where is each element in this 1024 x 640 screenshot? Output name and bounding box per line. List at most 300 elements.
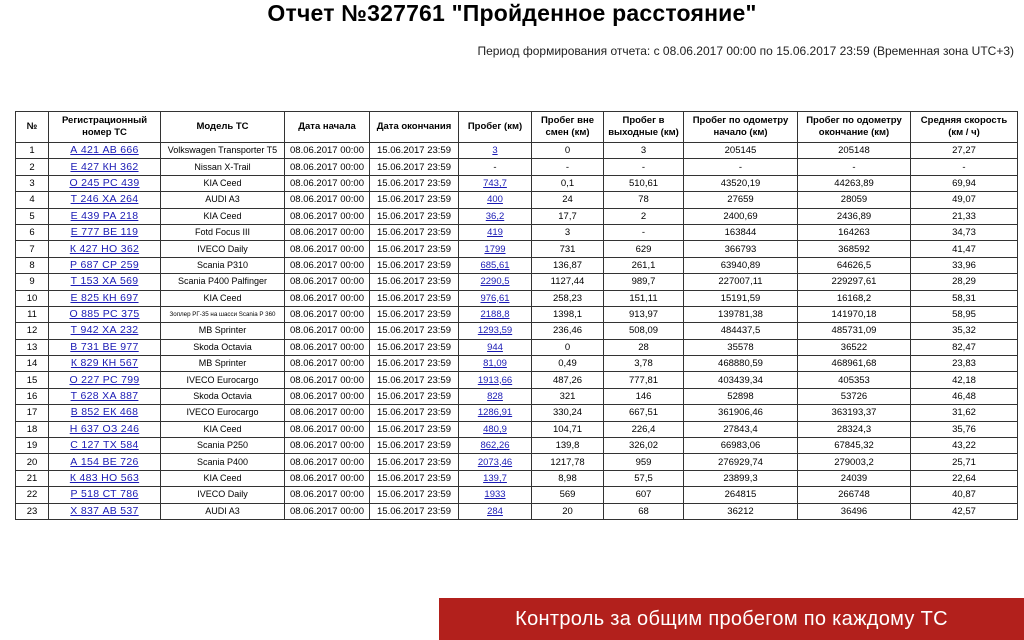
odometer-start-cell: 484437,5 [684,323,798,339]
mileage-link[interactable]: 944 [487,341,503,353]
mileage-cell [459,372,532,388]
mileage-link[interactable]: 1933 [484,489,506,501]
model-cell: KIA Ceed [161,290,285,306]
row-number-cell: 13 [16,339,49,355]
reg-number-link[interactable]: К 829 КН 567 [70,357,139,370]
avg-speed-cell: 43,22 [911,438,1018,454]
mileage-weekend-cell: 226,4 [604,421,684,437]
avg-speed-cell: 40,87 [911,487,1018,503]
odometer-start-cell: 66983,06 [684,438,798,454]
row-number-cell: 2 [16,159,49,175]
col-header-odometer-end: Пробег по одометру окончание (км) [798,112,911,143]
mileage-link[interactable]: 976,61 [480,292,510,304]
report-table-body [16,143,1018,520]
mileage-off-shift-cell: 487,26 [532,372,604,388]
model-cell: IVECO Daily [161,487,285,503]
mileage-cell [459,192,532,208]
mileage-off-shift-cell: 8,98 [532,470,604,486]
model-cell: Scania P310 [161,257,285,273]
end-date-cell: 15.06.2017 23:59 [370,323,459,339]
end-date-cell: 15.06.2017 23:59 [370,438,459,454]
mileage-link[interactable]: 419 [487,227,503,239]
odometer-start-cell: 227007,11 [684,274,798,290]
end-date-cell: 15.06.2017 23:59 [370,454,459,470]
avg-speed-cell: 35,76 [911,421,1018,437]
reg-number-link[interactable]: Н 637 ОЗ 246 [69,422,140,435]
odometer-end-cell: 141970,18 [798,306,911,322]
avg-speed-cell: 46,48 [911,388,1018,404]
reg-number-link[interactable]: Т 628 ХА 887 [70,390,139,403]
model-cell: IVECO Daily [161,241,285,257]
reg-number-link[interactable]: Е 825 КН 697 [70,291,139,304]
odometer-start-cell: 468880,59 [684,356,798,372]
avg-speed-cell: 49,07 [911,192,1018,208]
start-date-cell: 08.06.2017 00:00 [285,241,370,257]
model-cell: Skoda Octavia [161,339,285,355]
reg-number-cell [49,421,161,437]
start-date-cell: 08.06.2017 00:00 [285,175,370,191]
odometer-end-cell: 279003,2 [798,454,911,470]
table-row [16,143,1018,159]
odometer-start-cell: 23899,3 [684,470,798,486]
mileage-cell [459,274,532,290]
mileage-cell [459,257,532,273]
mileage-off-shift-cell: 321 [532,388,604,404]
mileage-link[interactable]: 2073,46 [477,456,513,468]
model-cell: KIA Ceed [161,470,285,486]
mileage-off-shift-cell: 236,46 [532,323,604,339]
mileage-weekend-cell: 2 [604,208,684,224]
table-row [16,241,1018,257]
mileage-off-shift-cell: 20 [532,503,604,519]
end-date-cell: 15.06.2017 23:59 [370,421,459,437]
col-header-mileage: Пробег (км) [459,112,532,143]
odometer-start-cell: 403439,34 [684,372,798,388]
odometer-start-cell: 27843,4 [684,421,798,437]
model-cell: MB Sprinter [161,356,285,372]
end-date-cell: 15.06.2017 23:59 [370,339,459,355]
mileage-weekend-cell: 629 [604,241,684,257]
odometer-start-cell: 52898 [684,388,798,404]
reg-number-cell [49,290,161,306]
mileage-cell [459,388,532,404]
reg-number-cell [49,306,161,322]
mileage-cell [459,290,532,306]
start-date-cell: 08.06.2017 00:00 [285,356,370,372]
mileage-weekend-cell: 28 [604,339,684,355]
reg-number-link[interactable]: Е 439 РА 218 [70,209,139,222]
mileage-off-shift-cell: 104,71 [532,421,604,437]
reg-number-cell [49,175,161,191]
row-number-cell: 5 [16,208,49,224]
odometer-start-cell: 276929,74 [684,454,798,470]
model-cell: Volkswagen Transporter T5 [161,143,285,159]
odometer-start-cell: 205145 [684,143,798,159]
mileage-weekend-cell: 777,81 [604,372,684,388]
model-cell: AUDI A3 [161,192,285,208]
reg-number-link[interactable]: Т 153 ХА 569 [70,275,139,288]
table-row [16,372,1018,388]
reg-number-link[interactable]: К 427 НО 362 [69,242,140,255]
odometer-end-cell: 44263,89 [798,175,911,191]
mileage-weekend-cell: 326,02 [604,438,684,454]
odometer-end-cell: 24039 [798,470,911,486]
col-header-start-date: Дата начала [285,112,370,143]
table-row [16,224,1018,240]
start-date-cell: 08.06.2017 00:00 [285,388,370,404]
odometer-end-cell: 28059 [798,192,911,208]
mileage-weekend-cell: 68 [604,503,684,519]
reg-number-link[interactable]: Р 518 СТ 786 [70,488,139,501]
reg-number-cell [49,388,161,404]
end-date-cell: 15.06.2017 23:59 [370,208,459,224]
reg-number-cell [49,192,161,208]
table-row [16,175,1018,191]
avg-speed-cell: 58,95 [911,306,1018,322]
mileage-weekend-cell: 667,51 [604,405,684,421]
mileage-link[interactable]: 685,61 [480,259,510,271]
start-date-cell: 08.06.2017 00:00 [285,159,370,175]
mileage-cell [459,421,532,437]
caption-banner: Контроль за общим пробегом по каждому ТС [439,598,1024,640]
mileage-weekend-cell: 607 [604,487,684,503]
mileage-weekend-cell: 3,78 [604,356,684,372]
avg-speed-cell: 25,71 [911,454,1018,470]
start-date-cell: 08.06.2017 00:00 [285,290,370,306]
mileage-cell [459,323,532,339]
mileage-weekend-cell: 959 [604,454,684,470]
table-header-row [16,112,1018,143]
reg-number-link[interactable]: Е 427 КН 362 [70,160,139,173]
row-number-cell: 23 [16,503,49,519]
report-period: Период формирования отчета: с 08.06.2017 00:00 по 15.06.2017 23:59 (Временная зона UTC+3) [477,44,1014,58]
row-number-cell: 15 [16,372,49,388]
start-date-cell: 08.06.2017 00:00 [285,421,370,437]
mileage-off-shift-cell: 17,7 [532,208,604,224]
reg-number-cell [49,143,161,159]
mileage-cell [459,470,532,486]
reg-number-cell [49,372,161,388]
avg-speed-cell: - [911,159,1018,175]
col-header-model: Модель ТС [161,112,285,143]
reg-number-cell [49,454,161,470]
odometer-end-cell: 16168,2 [798,290,911,306]
start-date-cell: 08.06.2017 00:00 [285,143,370,159]
avg-speed-cell: 41,47 [911,241,1018,257]
odometer-start-cell: 361906,46 [684,405,798,421]
mileage-off-shift-cell: 731 [532,241,604,257]
reg-number-link[interactable]: Х 837 АВ 537 [70,504,139,517]
reg-number-link[interactable]: С 127 ТХ 584 [70,439,139,452]
model-cell: Scania P400 [161,454,285,470]
start-date-cell: 08.06.2017 00:00 [285,274,370,290]
table-row [16,503,1018,519]
col-header-end-date: Дата окончания [370,112,459,143]
model-cell: Scania P400 Palfinger [161,274,285,290]
odometer-start-cell: 63940,89 [684,257,798,273]
row-number-cell: 19 [16,438,49,454]
reg-number-link[interactable]: Т 942 ХА 232 [70,324,139,337]
table-row [16,470,1018,486]
odometer-end-cell: 64626,5 [798,257,911,273]
row-number-cell: 16 [16,388,49,404]
reg-number-link[interactable]: Т 246 ХА 264 [70,193,139,206]
row-number-cell: 21 [16,470,49,486]
odometer-end-cell: 28324,3 [798,421,911,437]
mileage-link[interactable]: 862,26 [480,440,510,452]
reg-number-cell [49,159,161,175]
mileage-link[interactable]: 480,9 [483,423,507,435]
model-cell: Nissan X-Trail [161,159,285,175]
end-date-cell: 15.06.2017 23:59 [370,388,459,404]
mileage-link[interactable]: 139,7 [483,473,507,484]
mileage-weekend-cell: 151,11 [604,290,684,306]
model-cell: AUDI A3 [161,503,285,519]
table-row [16,290,1018,306]
reg-number-link[interactable]: Е 777 ВЕ 119 [70,226,139,239]
odometer-end-cell: 205148 [798,143,911,159]
row-number-cell: 1 [16,143,49,159]
model-cell: MB Sprinter [161,323,285,339]
mileage-cell [459,339,532,355]
mileage-weekend-cell: 78 [604,192,684,208]
row-number-cell: 4 [16,192,49,208]
mileage-off-shift-cell: 136,87 [532,257,604,273]
avg-speed-cell: 28,29 [911,274,1018,290]
odometer-end-cell: 164263 [798,224,911,240]
reg-number-link[interactable]: А 154 ВЕ 726 [70,455,139,468]
row-number-cell: 18 [16,421,49,437]
mileage-off-shift-cell: 24 [532,192,604,208]
table-row [16,454,1018,470]
model-cell: IVECO Eurocargo [161,405,285,421]
table-row [16,192,1018,208]
table-row [16,438,1018,454]
start-date-cell: 08.06.2017 00:00 [285,405,370,421]
reg-number-cell [49,438,161,454]
end-date-cell: 15.06.2017 23:59 [370,487,459,503]
avg-speed-cell: 42,18 [911,372,1018,388]
table-row [16,159,1018,175]
reg-number-link[interactable]: А 421 АВ 666 [70,144,139,157]
mileage-link[interactable]: 1799 [484,243,506,255]
odometer-start-cell: 43520,19 [684,175,798,191]
mileage-cell [459,438,532,454]
reg-number-cell [49,274,161,290]
avg-speed-cell: 27,27 [911,143,1018,159]
model-cell: Fotd Focus III [161,224,285,240]
table-row [16,487,1018,503]
start-date-cell: 08.06.2017 00:00 [285,438,370,454]
mileage-weekend-cell: 508,09 [604,323,684,339]
reg-number-link[interactable]: Р 687 СР 259 [70,258,139,271]
row-number-cell: 11 [16,306,49,322]
odometer-start-cell: 139781,38 [684,306,798,322]
table-row [16,339,1018,355]
avg-speed-cell: 34,73 [911,224,1018,240]
avg-speed-cell: 21,33 [911,208,1018,224]
end-date-cell: 15.06.2017 23:59 [370,503,459,519]
mileage-link[interactable]: 1286,91 [477,407,513,419]
odometer-start-cell: - [684,159,798,175]
odometer-end-cell: 229297,61 [798,274,911,290]
mileage-link[interactable]: 3 [492,145,498,157]
model-cell: KIA Ceed [161,175,285,191]
model-cell: KIA Ceed [161,208,285,224]
end-date-cell: 15.06.2017 23:59 [370,290,459,306]
end-date-cell: 15.06.2017 23:59 [370,405,459,421]
mileage-off-shift-cell: 258,23 [532,290,604,306]
start-date-cell: 08.06.2017 00:00 [285,470,370,486]
start-date-cell: 08.06.2017 00:00 [285,306,370,322]
start-date-cell: 08.06.2017 00:00 [285,487,370,503]
col-header-number: № [16,112,49,143]
col-header-avg-speed: Средняя скорость (км / ч) [911,112,1018,143]
start-date-cell: 08.06.2017 00:00 [285,257,370,273]
mileage-weekend-cell: 989,7 [604,274,684,290]
reg-number-cell [49,241,161,257]
start-date-cell: 08.06.2017 00:00 [285,192,370,208]
odometer-start-cell: 366793 [684,241,798,257]
odometer-end-cell: 36496 [798,503,911,519]
row-number-cell: 22 [16,487,49,503]
mileage-off-shift-cell: 0,49 [532,356,604,372]
model-cell: Skoda Octavia [161,388,285,404]
avg-speed-cell: 42,57 [911,503,1018,519]
reg-number-cell [49,487,161,503]
reg-number-cell [49,503,161,519]
odometer-end-cell: 266748 [798,487,911,503]
model-cell: Scania P250 [161,438,285,454]
reg-number-cell [49,405,161,421]
mileage-cell [459,356,532,372]
model-cell: KIA Ceed [161,421,285,437]
reg-number-cell [49,339,161,355]
reg-number-link[interactable]: К 483 НО 563 [69,472,140,484]
start-date-cell: 08.06.2017 00:00 [285,208,370,224]
mileage-off-shift-cell: 3 [532,224,604,240]
odometer-start-cell: 163844 [684,224,798,240]
mileage-cell: - [459,159,532,175]
avg-speed-cell: 23,83 [911,356,1018,372]
reg-number-link[interactable]: В 731 ВЕ 977 [70,340,139,353]
odometer-end-cell: 53726 [798,388,911,404]
mileage-off-shift-cell: 1127,44 [532,274,604,290]
mileage-cell [459,208,532,224]
row-number-cell: 20 [16,454,49,470]
avg-speed-cell: 82,47 [911,339,1018,355]
col-header-mileage-weekend: Пробег в выходные (км) [604,112,684,143]
reg-number-cell [49,257,161,273]
odometer-end-cell: - [798,159,911,175]
end-date-cell: 15.06.2017 23:59 [370,192,459,208]
odometer-start-cell: 35578 [684,339,798,355]
odometer-end-cell: 363193,37 [798,405,911,421]
table-row [16,405,1018,421]
reg-number-cell [49,208,161,224]
table-row [16,323,1018,339]
mileage-link[interactable]: 81,09 [483,358,507,370]
reg-number-cell [49,470,161,486]
start-date-cell: 08.06.2017 00:00 [285,372,370,388]
mileage-link[interactable]: 400 [487,194,503,206]
table-row [16,306,1018,322]
odometer-end-cell: 36522 [798,339,911,355]
mileage-cell [459,224,532,240]
mileage-cell [459,487,532,503]
mileage-cell [459,241,532,257]
odometer-start-cell: 264815 [684,487,798,503]
end-date-cell: 15.06.2017 23:59 [370,241,459,257]
table-row [16,257,1018,273]
model-cell: Зоплер РГ-35 на шасси Scania P 360 [161,306,285,322]
row-number-cell: 9 [16,274,49,290]
mileage-cell [459,454,532,470]
start-date-cell: 08.06.2017 00:00 [285,339,370,355]
mileage-cell [459,175,532,191]
reg-number-cell [49,224,161,240]
mileage-link[interactable]: 284 [487,505,503,517]
mileage-cell [459,143,532,159]
report-title: Отчет №327761 "Пройденное расстояние" [267,0,757,26]
table-row [16,274,1018,290]
mileage-off-shift-cell: 139,8 [532,438,604,454]
mileage-cell [459,306,532,322]
odometer-end-cell: 368592 [798,241,911,257]
odometer-end-cell: 468961,68 [798,356,911,372]
mileage-off-shift-cell: - [532,159,604,175]
mileage-link[interactable]: 36,2 [485,210,505,222]
row-number-cell: 3 [16,175,49,191]
start-date-cell: 08.06.2017 00:00 [285,323,370,339]
table-row [16,388,1018,404]
avg-speed-cell: 22,64 [911,470,1018,486]
end-date-cell: 15.06.2017 23:59 [370,356,459,372]
mileage-link[interactable]: 828 [487,391,503,403]
mileage-off-shift-cell: 330,24 [532,405,604,421]
model-cell: IVECO Eurocargo [161,372,285,388]
reg-number-link[interactable]: О 227 РС 799 [69,373,140,386]
mileage-link[interactable]: 743,7 [483,177,507,189]
reg-number-cell [49,323,161,339]
mileage-link[interactable]: 1293,59 [477,325,513,337]
mileage-off-shift-cell: 1398,1 [532,306,604,322]
mileage-link[interactable]: 2290,5 [480,276,510,288]
odometer-end-cell: 67845,32 [798,438,911,454]
reg-number-link[interactable]: О 885 РС 375 [69,308,140,321]
avg-speed-cell: 35,32 [911,323,1018,339]
mileage-off-shift-cell: 0,1 [532,175,604,191]
mileage-link[interactable]: 1913,66 [477,374,513,386]
row-number-cell: 14 [16,356,49,372]
end-date-cell: 15.06.2017 23:59 [370,470,459,486]
end-date-cell: 15.06.2017 23:59 [370,372,459,388]
mileage-weekend-cell: 510,61 [604,175,684,191]
mileage-weekend-cell: 57,5 [604,470,684,486]
reg-number-link[interactable]: О 245 РС 439 [69,176,140,189]
mileage-link[interactable]: 2188,8 [480,309,510,321]
mileage-off-shift-cell: 0 [532,143,604,159]
odometer-start-cell: 36212 [684,503,798,519]
reg-number-link[interactable]: В 852 ЕК 468 [70,406,139,419]
end-date-cell: 15.06.2017 23:59 [370,159,459,175]
avg-speed-cell: 69,94 [911,175,1018,191]
row-number-cell: 12 [16,323,49,339]
col-header-odometer-start: Пробег по одометру начало (км) [684,112,798,143]
end-date-cell: 15.06.2017 23:59 [370,143,459,159]
col-header-mileage-off-shift: Пробег вне смен (км) [532,112,604,143]
reg-number-cell [49,356,161,372]
